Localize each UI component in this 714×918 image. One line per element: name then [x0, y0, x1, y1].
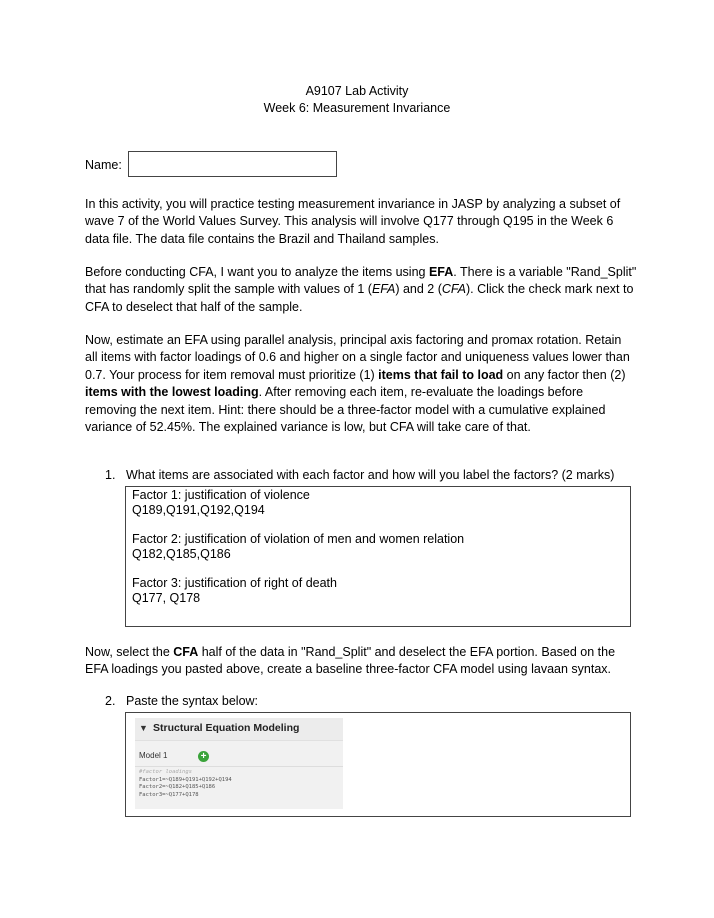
code-comment: #factor loadings — [139, 769, 192, 775]
lavaan-syntax-code — [139, 769, 339, 799]
factor-1-items: Q189,Q191,Q192,Q194 — [132, 503, 265, 517]
cfa-bold: CFA — [173, 645, 199, 659]
sem-panel-title: Structural Equation Modeling — [153, 722, 300, 734]
sem-screenshot — [135, 718, 343, 809]
factor-3-answer — [132, 576, 624, 606]
document-header — [0, 83, 714, 117]
factor-1-label: Factor 1: justification of violence — [132, 488, 310, 502]
text-run: half of the data in "Rand_Split" and deselect the EFA portion. Based on the EFA loadings you pasted above, create a baseline three-factor CFA model using lavaan syntax. — [85, 645, 616, 677]
text-run: Before conducting CFA, I want you to analyze the items using — [85, 265, 429, 279]
factor-3-items: Q177, Q178 — [132, 591, 201, 605]
name-input[interactable] — [128, 151, 337, 177]
question-1-answer-box[interactable] — [125, 486, 631, 627]
bold-run: items that fail to load — [378, 367, 504, 382]
question-1-text: What items are associated with each factor and how will you label the factors? (2 marks) — [126, 468, 615, 482]
factor-2-items: Q182,Q185,Q186 — [132, 547, 231, 561]
text-run: Now, select the — [85, 645, 174, 659]
document-title: A9107 Lab Activity — [305, 84, 409, 98]
code-line: Factor1=~Q189+Q191+Q192+Q194 — [139, 776, 232, 783]
intro-paragraph-3 — [85, 332, 637, 436]
factor-2-label: Factor 2: justification of violation of men and women relation — [132, 532, 465, 546]
text-run: . After removing each item, re-evaluate the loadings before removing the next item. Hint: there should be a three-factor model with a cumulative explained variance of 52.45%. The explained variance is low, but CFA will take care of that. — [85, 385, 606, 435]
model-tab: Model 1 — [139, 751, 168, 760]
cfa-italic: CFA — [441, 282, 466, 297]
text-run: ) and 2 ( — [395, 282, 442, 297]
question-2-answer-box[interactable] — [125, 712, 631, 817]
factor-2-answer — [132, 532, 624, 562]
code-line: Factor2=~Q182+Q185+Q186 — [139, 784, 216, 790]
efa-bold: EFA — [428, 265, 454, 279]
text-run: . There is a variable "Rand_Split" that has randomly split the sample with values of 1 ( — [85, 265, 637, 297]
text-run: Now, estimate an EFA using parallel analysis, principal axis factoring and promax rotation. Retain all items with factor loadings of 0.6 and higher on a single factor and uniqueness values lower than 0.7. Your process for item removal must prioritize (1) — [85, 333, 630, 382]
collapse-triangle-icon: ▼ — [139, 723, 148, 733]
question-1-number: 1. — [105, 468, 116, 482]
name-label: Name: — [85, 158, 122, 172]
question-2-text: Paste the syntax below: — [126, 694, 259, 708]
add-model-icon: + — [198, 751, 209, 762]
bold-run: items with the lowest loading — [85, 385, 259, 400]
factor-3-label: Factor 3: justification of right of death — [132, 576, 337, 590]
intro-paragraph-1: In this activity, you will practice testing measurement invariance in JASP by analyzing a subset of wave 7 of the World Values Survey. This analysis will involve Q177 through Q195 in the Week 6 data file. The data file contains the Brazil and Thailand samples. — [85, 197, 621, 246]
text-run: ). Click the check mark next to CFA to deselect that half of the sample. — [85, 282, 634, 314]
document-subtitle: Week 6: Measurement Invariance — [263, 101, 451, 115]
efa-italic: EFA — [371, 282, 396, 297]
cfa-paragraph — [85, 644, 637, 679]
sem-model-tabbar — [135, 748, 343, 767]
code-line: Factor3=~Q177+Q178 — [139, 791, 199, 798]
factor-1-answer — [132, 488, 624, 518]
text-run: on any factor then (2) — [503, 367, 626, 382]
sem-panel-header — [135, 718, 343, 741]
question-2-number: 2. — [105, 694, 116, 708]
intro-paragraph-2 — [85, 264, 637, 316]
